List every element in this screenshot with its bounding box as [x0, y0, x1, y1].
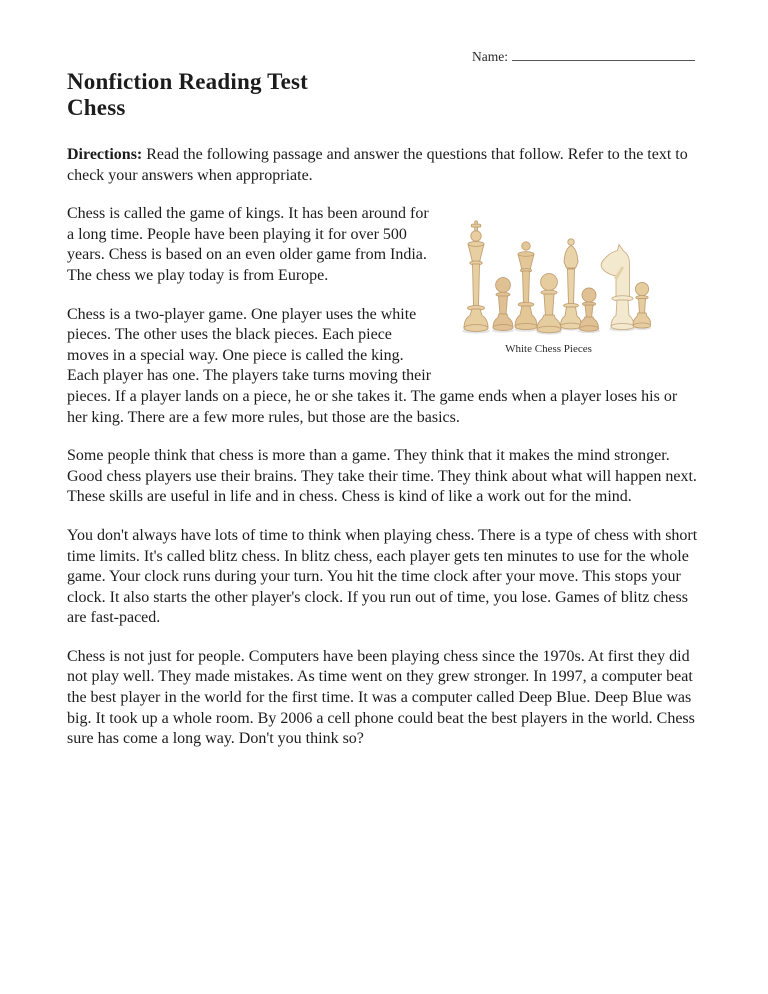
pawn-piece	[633, 283, 651, 329]
passage-paragraph-4: You don't always have lots of time to think when playing chess. There is a type of chess with short time limits. It's called blitz chess. In blitz chess, each player gets ten minutes to use for the whole game. Your clock runs during your turn. You hit the time clock after your move. This stops your clock. It also starts the other player's clock. If you run out of time, you lose. Games of blitz chess are fast-paced.	[67, 526, 698, 627]
page-subtitle: Chess	[67, 95, 126, 120]
pawn-piece	[580, 288, 599, 331]
title-block	[67, 69, 701, 121]
passage-paragraph-5: Chess is not just for people. Computers have been playing chess since the 1970s. At first they did not play well. They made mistakes. As time went on they grew stronger. In 1997, a computer beat the best player in the world for the first time. It was a computer called Deep Blue. Deep Blue was big. It took up a whole room. By 2006 a cell phone could beat the best players in the world. Chess sure has come a long way. Don't you think so?	[67, 647, 695, 748]
king-piece	[464, 221, 488, 331]
figure-caption: White Chess Pieces	[505, 343, 592, 356]
directions-text: Read the following passage and answer the questions that follow. Refer to the text to check your answers when appropriate.	[67, 146, 688, 184]
name-label: Name:	[472, 49, 508, 64]
chess-pieces-image	[446, 208, 651, 338]
passage-paragraph-2: Chess is a two-player game. One player uses the white pieces. The other uses the black pieces. Each piece moves in a special way. One piece is called the king. Each player has one. The players take turns moving their pieces. If a player lands on a piece, he or she takes it. The game ends when a player loses his or her king. There are a few more rules, but those are the basics.	[67, 305, 678, 426]
name-blank-line	[512, 48, 695, 61]
bishop-piece	[561, 239, 582, 329]
wooden-chess-pieces-icon	[446, 208, 651, 338]
pawn-piece	[493, 278, 513, 331]
knight-piece	[601, 245, 634, 330]
passage-paragraph-3: Some people think that chess is more than a game. They think that it makes the mind stronger. Good chess players use their brains. They take their time. They think about what will happen next. These skills are useful in life and in chess. Chess is kind of like a work out for the mind.	[67, 447, 697, 506]
passage-paragraph-1: Chess is called the game of kings. It has been around for a long time. People have been playing it for over 500 years. Chess is based on an even older game from India. The chess we play today is from Europe.	[67, 205, 429, 284]
chess-photo-figure	[446, 208, 701, 378]
directions-label: Directions:	[67, 146, 143, 163]
pawn-piece	[537, 274, 561, 333]
page-title: Nonfiction Reading Test	[67, 69, 309, 94]
directions-paragraph	[67, 145, 701, 186]
queen-piece	[515, 242, 537, 330]
name-field-row	[67, 48, 701, 65]
passage	[67, 204, 701, 750]
